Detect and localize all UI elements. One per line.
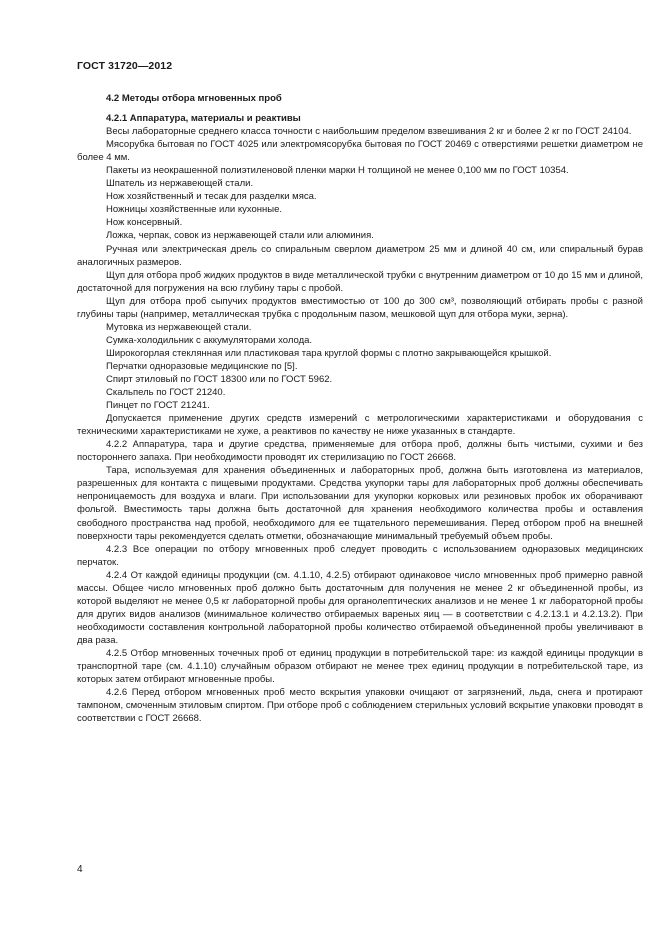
paragraph: 4.2.6 Перед отбором мгновенных проб место вскрытия упаковки очищают от загрязнений, льда, снега и протирают тампоном, смоченным этиловым спиртом. При отборе проб с соблюдением стерильных условий вскрытие упаковки проводят в соответствии с ГОСТ 26668. [77,687,643,725]
paragraph: 4.2.2 Аппаратура, тара и другие средства, применяемые для отбора проб, должны быть чистыми, сухими и без постороннего запаха. При необходимости проводят их стерилизацию по ГОСТ 26668. [77,439,643,464]
paragraph: Шпатель из нержавеющей стали. [106,178,254,190]
paragraph: Мутовка из нержавеющей стали. [106,321,252,333]
paragraph: Допускается применение других средств измерений с метрологическими характеристиками и оборудования с техническими характеристиками не хуже, а реактивов по качеству не ниже указанных в стандарте. [77,413,643,438]
paragraph: Нож хозяйственный и тесак для разделки мяса. [106,191,317,203]
paragraph: Весы лабораторные среднего класса точности с наибольшим пределом взвешивания 2 кг и более 2 кг по ГОСТ 24104. [106,126,632,138]
paragraph: Щуп для отбора проб сыпучих продуктов вместимостью от 100 до 300 см³, позволяющий отбирать пробы с разной глубины тары (например, металлическая трубка с продольным пазом, мешковой щуп для отбора муки, зерна). [77,295,643,320]
paragraph: Перчатки одноразовые медицинские по [5]. [106,360,298,372]
page-number: 4 [77,864,83,875]
paragraph: Мясорубка бытовая по ГОСТ 4025 или электромясорубка бытовая по ГОСТ 20469 с отверстиями решетки диаметром не более 4 мм. [77,139,643,164]
paragraph: Щуп для отбора проб жидких продуктов в виде металлической трубки с внутренним диаметром от 10 до 15 мм и длиной, достаточной для погружения на всю глубину тары с пробой. [77,269,643,294]
section-heading: 4.2 Методы отбора мгновенных проб [106,93,282,104]
paragraph: Пинцет по ГОСТ 21241. [106,400,210,412]
paragraph: 4.2.5 Отбор мгновенных точечных проб от единиц продукции в потребительской таре: из каждой единицы продукции в транспортной таре (см. 4.1.10) случайным образом отбирают не менее трех единиц продукции в потребительской таре, из которых затем отбирают мгновенные пробы. [77,647,643,686]
paragraph: Ручная или электрическая дрель со спиральным сверлом диаметром 25 мм и длиной 40 см, или спиральный бурав аналогичных размеров. [77,243,643,268]
paragraph: Ножницы хозяйственные или кухонные. [106,204,283,216]
paragraph: Спирт этиловый по ГОСТ 18300 или по ГОСТ 5962. [106,373,333,385]
paragraph: Широкогорлая стеклянная или пластиковая тара круглой формы с плотно закрывающейся крышкой. [106,347,552,359]
paragraph: Пакеты из неокрашенной полиэтиленовой пленки марки Н толщиной не менее 0,100 мм по ГОСТ 10354. [106,165,569,177]
paragraph: Нож консервный. [106,217,183,229]
paragraph: 4.2.4 От каждой единицы продукции (см. 4.1.10, 4.2.5) отбирают одинаковое число мгновенных проб примерно равной массы. Общее число мгновенных проб должно быть достаточным для получения не менее 2 кг объединенной пробы, из которой выделяют не менее 0,5 кг лабораторной пробы для органолептических анализов и не менее 1 кг лабораторной пробы для других видов анализов (минимальное количество отбираемых вареных яиц — в соответствии с 4.2.13.1 и 4.2.13.2). При необходимости составления контрольной лабораторной пробы количество отбираемой объединенной пробы увеличивают в два раза. [77,569,643,646]
paragraph: Тара, используемая для хранения объединенных и лабораторных проб, должна быть изготовлена из материалов, разрешенных для контакта с пищевыми продуктами. Средства укупорки тары для лабораторных проб должны обеспечивать непроницаемость для воздуха и влаги. При использовании для укупорки корковых или резиновых пробок их оборачивают фольгой. Вместимость тары должна быть достаточной для хранения необходимого количества пробы и оставления свободного пространства над пробой, необходимого для ее тщательного перемешивания. Перед отбором проб на внешней поверхности тары рекомендуется сделать отметки, обозначающие минимальный требуемый объем пробы. [77,465,643,542]
paragraph: Сумка-холодильник с аккумуляторами холода. [106,334,313,346]
document-body [77,92,643,725]
paragraph: Ложка, черпак, совок из нержавеющей стали или алюминия. [106,230,374,242]
paragraph: Скальпель по ГОСТ 21240. [106,387,226,399]
document-header: ГОСТ 31720—2012 [77,60,173,72]
subsection-heading: 4.2.1 Аппаратура, материалы и реактивы [106,113,301,125]
paragraph: 4.2.3 Все операции по отбору мгновенных проб следует проводить с использованием одноразовых медицинских перчаток. [77,543,643,568]
